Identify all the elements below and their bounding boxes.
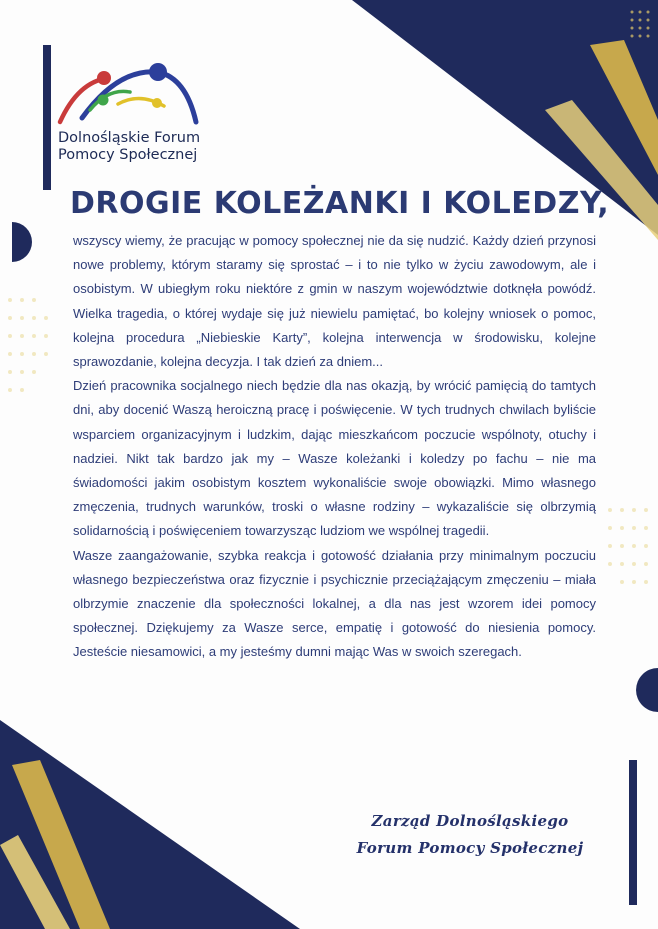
letter-body	[73, 229, 596, 665]
paragraph-2: Dzień pracownika socjalnego niech będzie dla nas okazją, by wrócić pamięcią do tamtych dni, aby docenić Waszą heroiczną pracę i poświęcenie. W tych trudnych chwilach byliście wsparciem organizacyjnym i ludzkim, dając mieszkańcom poczucie wspólnoty, otuchy i nadziei. Nikt tak bardzo jak my – Wasze koleżanki i koledzy po fachu – nie ma świadomości jakim osobistym kosztem wykonaliście swoje obowiązki. Mimo własnego zmęczenia, trudnych warunków, troski o własne rodziny – wykazaliście się olbrzymią solidarnością i poświęceniem towarzysząc ludziom we wspólnej tragedii.	[73, 378, 596, 539]
paragraph-1: wszyscy wiemy, że pracując w pomocy społecznej nie da się nudzić. Każdy dzień przynosi nowe problemy, którym staramy się sprostać – i to nie tylko w życiu zawodowym, ale i osobistym. W ubiegłym roku niektóre z gmin w naszym województwie dotknęła powódź. Wielka tragedia, o której wydaje się już niewielu pamiętać, bo kolejny wniosek o pomoc, kolejna procedura „Niebieskie Karty”, kolejna interwencja w środowisku, kolejne sprawozdanie, kolejna decyzja. I tak dzień za dniem...	[73, 233, 596, 370]
bottom-right-navy-bar	[629, 760, 637, 905]
logo-line-1: Dolnośląskie Forum	[58, 130, 201, 146]
signature-line-1: Zarząd Dolnośląskiego	[371, 812, 569, 830]
logo-line-2: Pomocy Społecznej	[58, 147, 198, 163]
paragraph-3: Wasze zaangażowanie, szybka reakcja i gotowość działania przy minimalnym poczuciu własnego bezpieczeństwa oraz fizycznie i psychicznie przeciążającym zmęczeniu – miała olbrzymie znaczenie dla społeczności lokalnej, a dla nas jest wzorem idei pomocy społecznej. Dziękujemy za Wasze serce, empatię i gotowość do niesienia pomocy. Jesteście niesamowici, a my jesteśmy dumni mając Was w swoich szeregach.	[73, 547, 596, 660]
signature-line-2: Forum Pomocy Społecznej	[356, 839, 584, 857]
letter-title: DROGIE KOLEŻANKI I KOLEDZY,	[70, 186, 610, 221]
signature	[330, 808, 610, 862]
logo-mark	[60, 63, 196, 122]
left-navy-bar	[43, 45, 51, 190]
logo-text	[58, 130, 200, 164]
right-half-circle	[636, 668, 658, 712]
left-dots	[8, 298, 48, 392]
right-dots	[608, 508, 648, 584]
left-half-circle	[12, 222, 32, 262]
